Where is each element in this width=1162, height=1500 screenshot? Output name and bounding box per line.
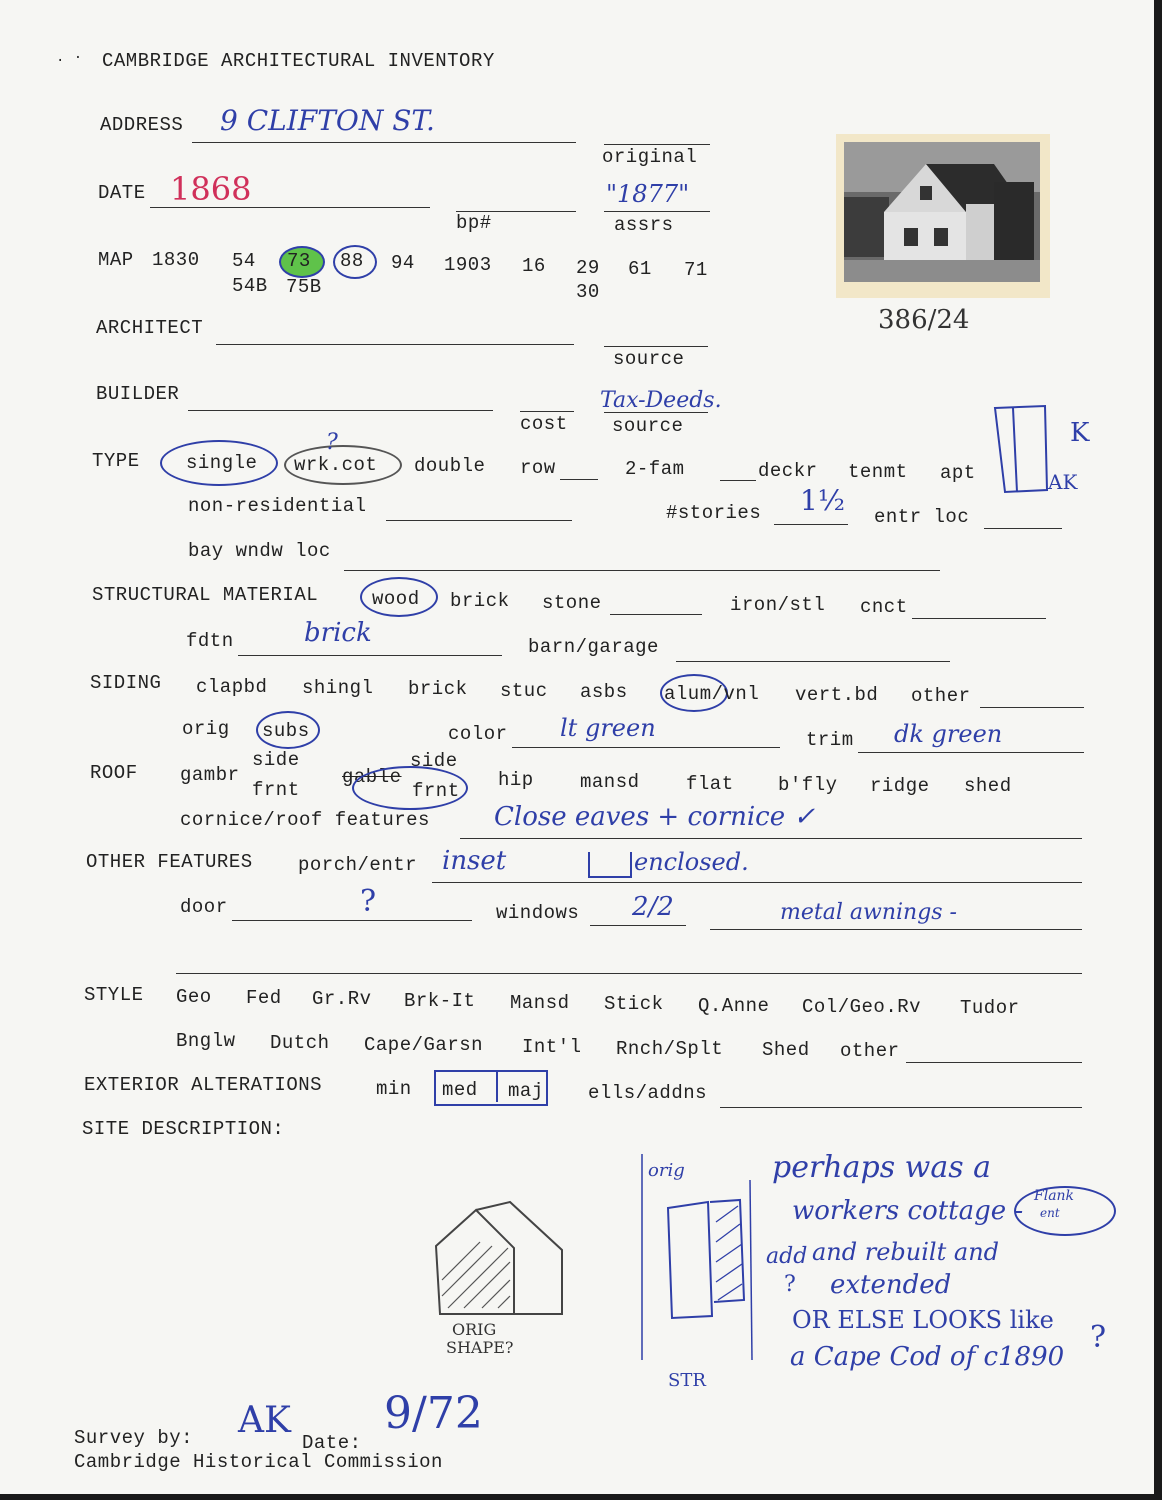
note-line-1: perhaps was a bbox=[772, 1150, 992, 1185]
windows-line bbox=[590, 925, 686, 926]
arch-source-label: source bbox=[613, 348, 685, 370]
siding-asbs: asbs bbox=[580, 681, 628, 703]
plan-k-mark: K bbox=[1070, 418, 1090, 448]
house-photo-image bbox=[844, 142, 1040, 282]
type-double: double bbox=[414, 455, 486, 477]
windows-label: windows bbox=[496, 902, 580, 924]
struct-brick: brick bbox=[450, 590, 510, 612]
arch-source-line bbox=[604, 346, 708, 347]
door-value: ? bbox=[360, 884, 377, 919]
stories-value: 1½ bbox=[800, 484, 845, 517]
entr-label: entr loc bbox=[874, 506, 970, 528]
fdtn-label: fdtn bbox=[186, 630, 234, 652]
type-apt: apt bbox=[940, 462, 976, 484]
architect-label: ARCHITECT bbox=[96, 317, 204, 339]
photo-id: 386/24 bbox=[878, 305, 970, 335]
note-line-3-prefix: add bbox=[766, 1244, 808, 1269]
map-year: 75B bbox=[286, 276, 322, 298]
subs-label: subs bbox=[262, 720, 310, 742]
siding-stuc: stuc bbox=[500, 680, 548, 702]
trim-value: dk green bbox=[894, 720, 1003, 748]
bay-line bbox=[344, 570, 940, 571]
site-label: SITE DESCRIPTION: bbox=[82, 1118, 285, 1140]
map-year: 71 bbox=[684, 259, 708, 281]
other-features-label: OTHER FEATURES bbox=[86, 851, 253, 873]
form-title: CAMBRIDGE ARCHITECTURAL INVENTORY bbox=[102, 50, 495, 72]
porch-label: porch/entr bbox=[298, 854, 418, 876]
siding-shingl: shingl bbox=[302, 677, 374, 699]
builder-line bbox=[188, 410, 493, 411]
orig-shape-sketch bbox=[430, 1196, 580, 1320]
struct-wood: wood bbox=[372, 588, 420, 610]
type-wrkcot: wrk.cot bbox=[294, 454, 378, 476]
roof-gambr: gambr bbox=[180, 764, 240, 786]
orig-shape-label-1: ORIG bbox=[452, 1320, 497, 1339]
stories-label: #stories bbox=[666, 502, 762, 524]
bp-label: bp# bbox=[456, 212, 492, 234]
map-year: 1903 bbox=[444, 254, 492, 276]
style-grrv: Gr.Rv bbox=[312, 988, 372, 1010]
fdtn-value: brick bbox=[304, 618, 372, 648]
note-line-6: a Cape Cod of c1890 bbox=[790, 1342, 1065, 1372]
cornice-line bbox=[460, 838, 1082, 839]
roof-gable: gable bbox=[342, 766, 402, 788]
windows-value-2: metal awnings - bbox=[780, 900, 957, 925]
barn-line bbox=[676, 661, 950, 662]
builder-source-value: Tax-Deeds. bbox=[600, 388, 722, 413]
type-single: single bbox=[186, 452, 258, 474]
original-label: original bbox=[602, 146, 698, 168]
survey-label: Survey by: bbox=[74, 1427, 194, 1449]
architect-line bbox=[216, 344, 574, 345]
ells-line bbox=[720, 1107, 1082, 1108]
map-year: 1830 bbox=[152, 249, 200, 271]
type-label: TYPE bbox=[92, 450, 140, 472]
entr-line bbox=[984, 528, 1062, 529]
map-year: 94 bbox=[391, 252, 415, 274]
style-other-line bbox=[906, 1062, 1082, 1063]
porch-value-2: enclosed. bbox=[634, 848, 749, 876]
fdtn-line bbox=[238, 655, 502, 656]
porch-sketch bbox=[588, 852, 632, 878]
roof-mansd: mansd bbox=[580, 771, 640, 793]
survey-by-value: AK bbox=[238, 1400, 291, 1441]
builder-source-label: source bbox=[612, 415, 684, 437]
windows-line-2 bbox=[710, 929, 1082, 930]
map-year: 61 bbox=[628, 258, 652, 280]
map-year: 29 bbox=[576, 257, 600, 279]
stone-line bbox=[610, 614, 702, 615]
style-intl: Int'l bbox=[522, 1036, 582, 1058]
bay-label: bay wndw loc bbox=[188, 540, 331, 562]
builder-label: BUILDER bbox=[96, 383, 180, 405]
note-line-4-prefix: ? bbox=[784, 1272, 796, 1297]
assrs-line bbox=[604, 211, 710, 212]
commission-label: Cambridge Historical Commission bbox=[74, 1451, 443, 1473]
survey-date-value: 9/72 bbox=[384, 1388, 483, 1439]
style-other: other bbox=[840, 1040, 900, 1062]
wrkcot-question: ? bbox=[326, 430, 338, 455]
type-2fam: 2-fam bbox=[625, 458, 685, 480]
map-year: 54B bbox=[232, 275, 268, 297]
siding-label: SIDING bbox=[90, 672, 162, 694]
assrs-label: assrs bbox=[614, 214, 674, 236]
extalt-min: min bbox=[376, 1078, 412, 1100]
stories-line bbox=[774, 524, 848, 525]
cost-label: cost bbox=[520, 413, 568, 435]
str-note: STR bbox=[668, 1370, 706, 1391]
style-geo: Geo bbox=[176, 986, 212, 1008]
note-line-5: OR ELSE LOOKS like bbox=[792, 1306, 1054, 1334]
note-line-3: and rebuilt and bbox=[812, 1238, 1000, 1266]
style-dutch: Dutch bbox=[270, 1032, 330, 1054]
map-label: MAP bbox=[98, 249, 134, 271]
address-label: ADDRESS bbox=[100, 114, 184, 136]
blank-line bbox=[176, 973, 1082, 974]
med-maj-divider bbox=[496, 1070, 498, 1102]
style-mansd: Mansd bbox=[510, 992, 570, 1014]
siding-vertbd: vert.bd bbox=[795, 684, 879, 706]
extalt-maj: maj bbox=[508, 1080, 544, 1102]
date-label: DATE bbox=[98, 182, 146, 204]
porch-line bbox=[432, 882, 1082, 883]
cost-line bbox=[520, 411, 574, 412]
roof-side-2: side bbox=[410, 750, 458, 772]
siding-brick: brick bbox=[408, 678, 468, 700]
map-year: 16 bbox=[522, 255, 546, 277]
trim-label: trim bbox=[806, 729, 854, 751]
style-rnch: Rnch/Splt bbox=[616, 1038, 724, 1060]
address-value: 9 CLIFTON ST. bbox=[220, 104, 435, 137]
flank-note-2: ent bbox=[1040, 1206, 1060, 1220]
roof-ridge: ridge bbox=[870, 775, 930, 797]
roof-bfly: b'fly bbox=[778, 774, 838, 796]
corner-marks: . · bbox=[56, 50, 83, 66]
siding-other: other bbox=[911, 685, 971, 707]
roof-shed: shed bbox=[964, 775, 1012, 797]
extalt-med: med bbox=[442, 1079, 478, 1101]
roof-frnt-2: frnt bbox=[412, 780, 460, 802]
roof-label: ROOF bbox=[90, 762, 138, 784]
cornice-value: Close eaves + cornice ✓ bbox=[494, 802, 816, 832]
extalt-label: EXTERIOR ALTERATIONS bbox=[84, 1074, 323, 1096]
cnct-line bbox=[912, 618, 1046, 619]
style-tudor: Tudor bbox=[960, 997, 1020, 1019]
roof-side-1: side bbox=[252, 749, 300, 771]
note-line-4: extended bbox=[830, 1270, 952, 1300]
style-fed: Fed bbox=[246, 987, 282, 1009]
siding-other-line bbox=[980, 707, 1084, 708]
type-row: row bbox=[520, 457, 556, 479]
door-label: door bbox=[180, 896, 228, 918]
flank-note-1: Flank bbox=[1034, 1188, 1075, 1204]
row-line bbox=[560, 479, 598, 480]
date-footer-label: Date: bbox=[302, 1432, 362, 1454]
building-photo bbox=[836, 134, 1050, 298]
original-line bbox=[604, 144, 710, 145]
door-line bbox=[232, 920, 472, 921]
ells-label: ells/addns bbox=[588, 1082, 708, 1104]
style-cape: Cape/Garsn bbox=[364, 1034, 484, 1056]
trim-line bbox=[858, 752, 1084, 753]
struct-stone: stone bbox=[542, 592, 602, 614]
map-year: 73 bbox=[287, 250, 311, 272]
color-line bbox=[512, 747, 780, 748]
structural-label: STRUCTURAL MATERIAL bbox=[92, 584, 319, 606]
orig-shape-label-2: SHAPE? bbox=[446, 1338, 514, 1357]
map-year: 30 bbox=[576, 281, 600, 303]
struct-iron: iron/stl bbox=[730, 594, 826, 616]
windows-value: 2/2 bbox=[632, 892, 674, 922]
style-stick: Stick bbox=[604, 993, 664, 1015]
porch-value: inset bbox=[442, 846, 507, 876]
style-bnglw: Bnglw bbox=[176, 1030, 236, 1052]
type-deckr: deckr bbox=[758, 460, 818, 482]
scan-edge-bottom bbox=[0, 1494, 1162, 1500]
struct-cnct: cnct bbox=[860, 596, 908, 618]
type-tenmt: tenmt bbox=[848, 461, 908, 483]
scan-edge bbox=[1154, 0, 1162, 1500]
note-line-6-question: ? bbox=[1090, 1320, 1107, 1355]
map-year: 88 bbox=[340, 250, 364, 272]
map-year: 54 bbox=[232, 250, 256, 272]
assrs-value: "1877" bbox=[606, 180, 690, 208]
style-label: STYLE bbox=[84, 984, 144, 1006]
style-brkit: Brk-It bbox=[404, 990, 476, 1012]
siding-clapbd: clapbd bbox=[196, 676, 268, 698]
barn-label: barn/garage bbox=[528, 636, 659, 658]
style-colgeo: Col/Geo.Rv bbox=[802, 996, 922, 1018]
date-value: 1868 bbox=[170, 170, 252, 208]
builder-source-line bbox=[604, 412, 708, 413]
cornice-label: cornice/roof features bbox=[180, 809, 430, 831]
orig-note: orig bbox=[648, 1160, 685, 1181]
color-label: color bbox=[448, 723, 508, 745]
roof-frnt-1: frnt bbox=[252, 779, 300, 801]
nonres-line bbox=[386, 520, 572, 521]
style-qanne: Q.Anne bbox=[698, 995, 770, 1017]
style-shed: Shed bbox=[762, 1039, 810, 1061]
roof-flat: flat bbox=[686, 773, 734, 795]
address-line bbox=[192, 142, 576, 143]
nonres-label: non-residential bbox=[188, 495, 367, 517]
orig-label: orig bbox=[182, 718, 230, 740]
plan-sketch bbox=[985, 400, 1105, 500]
roof-hip: hip bbox=[498, 769, 534, 791]
color-value: lt green bbox=[560, 714, 656, 742]
structure-sketch bbox=[640, 1150, 780, 1380]
note-line-2: workers cottage - bbox=[792, 1196, 1024, 1226]
deckr-line bbox=[720, 480, 756, 481]
siding-alumvnl: alum/vnl bbox=[664, 683, 760, 705]
plan-ak-mark: AK bbox=[1048, 470, 1078, 494]
